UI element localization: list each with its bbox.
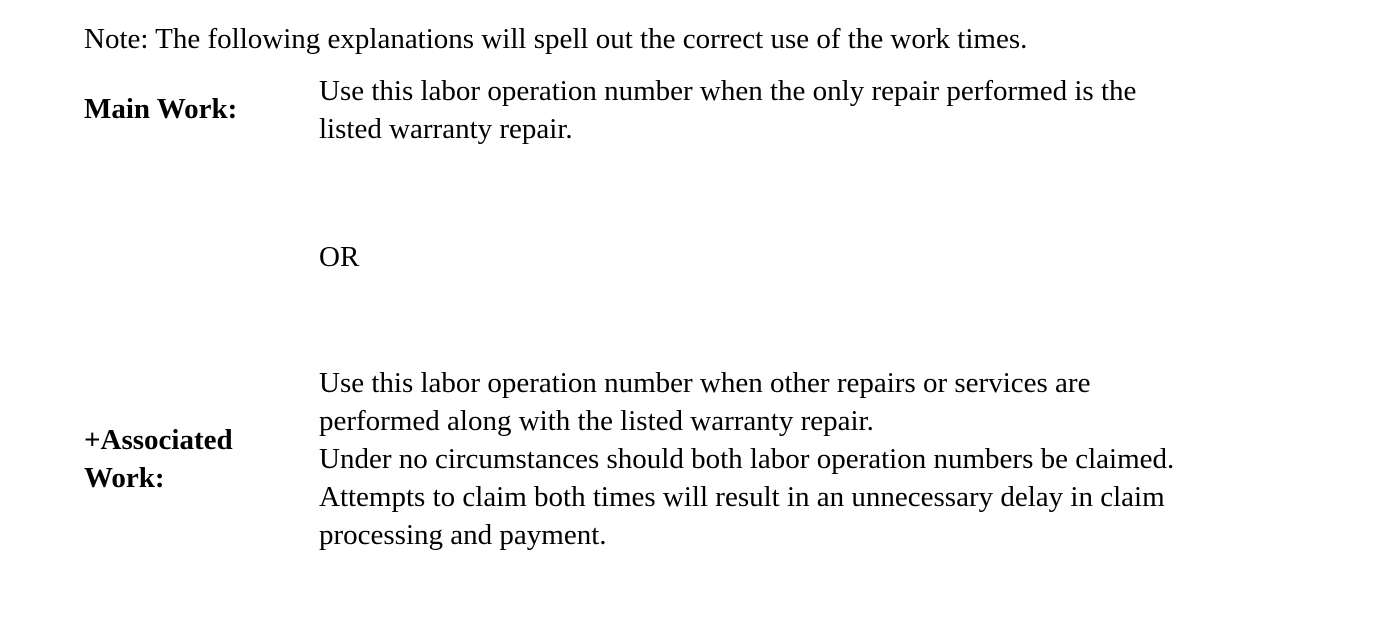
- note-text: Note: The following explanations will spell out the correct use of the work times.: [84, 23, 1028, 55]
- or-separator: OR: [319, 241, 360, 273]
- main-work-line: Use this labor operation number when the only repair performed is the: [319, 75, 1137, 107]
- associated-work-line: Attempts to claim both times will result in an unnecessary delay in claim: [319, 481, 1165, 513]
- associated-work-line: Use this labor operation number when other repairs or services are: [319, 367, 1091, 399]
- main-work-line: listed warranty repair.: [319, 113, 573, 145]
- associated-work-label-line: Work:: [84, 462, 165, 494]
- associated-work-label-line: +Associated: [84, 424, 233, 456]
- associated-work-description: [319, 364, 1359, 554]
- main-work-label: Main Work:: [84, 93, 238, 125]
- associated-work-line: performed along with the listed warranty repair.: [319, 405, 874, 437]
- associated-work-label: [84, 421, 304, 497]
- associated-work-line: processing and payment.: [319, 519, 607, 551]
- main-work-description: [319, 72, 1299, 148]
- associated-work-line: Under no circumstances should both labor operation numbers be claimed.: [319, 443, 1175, 475]
